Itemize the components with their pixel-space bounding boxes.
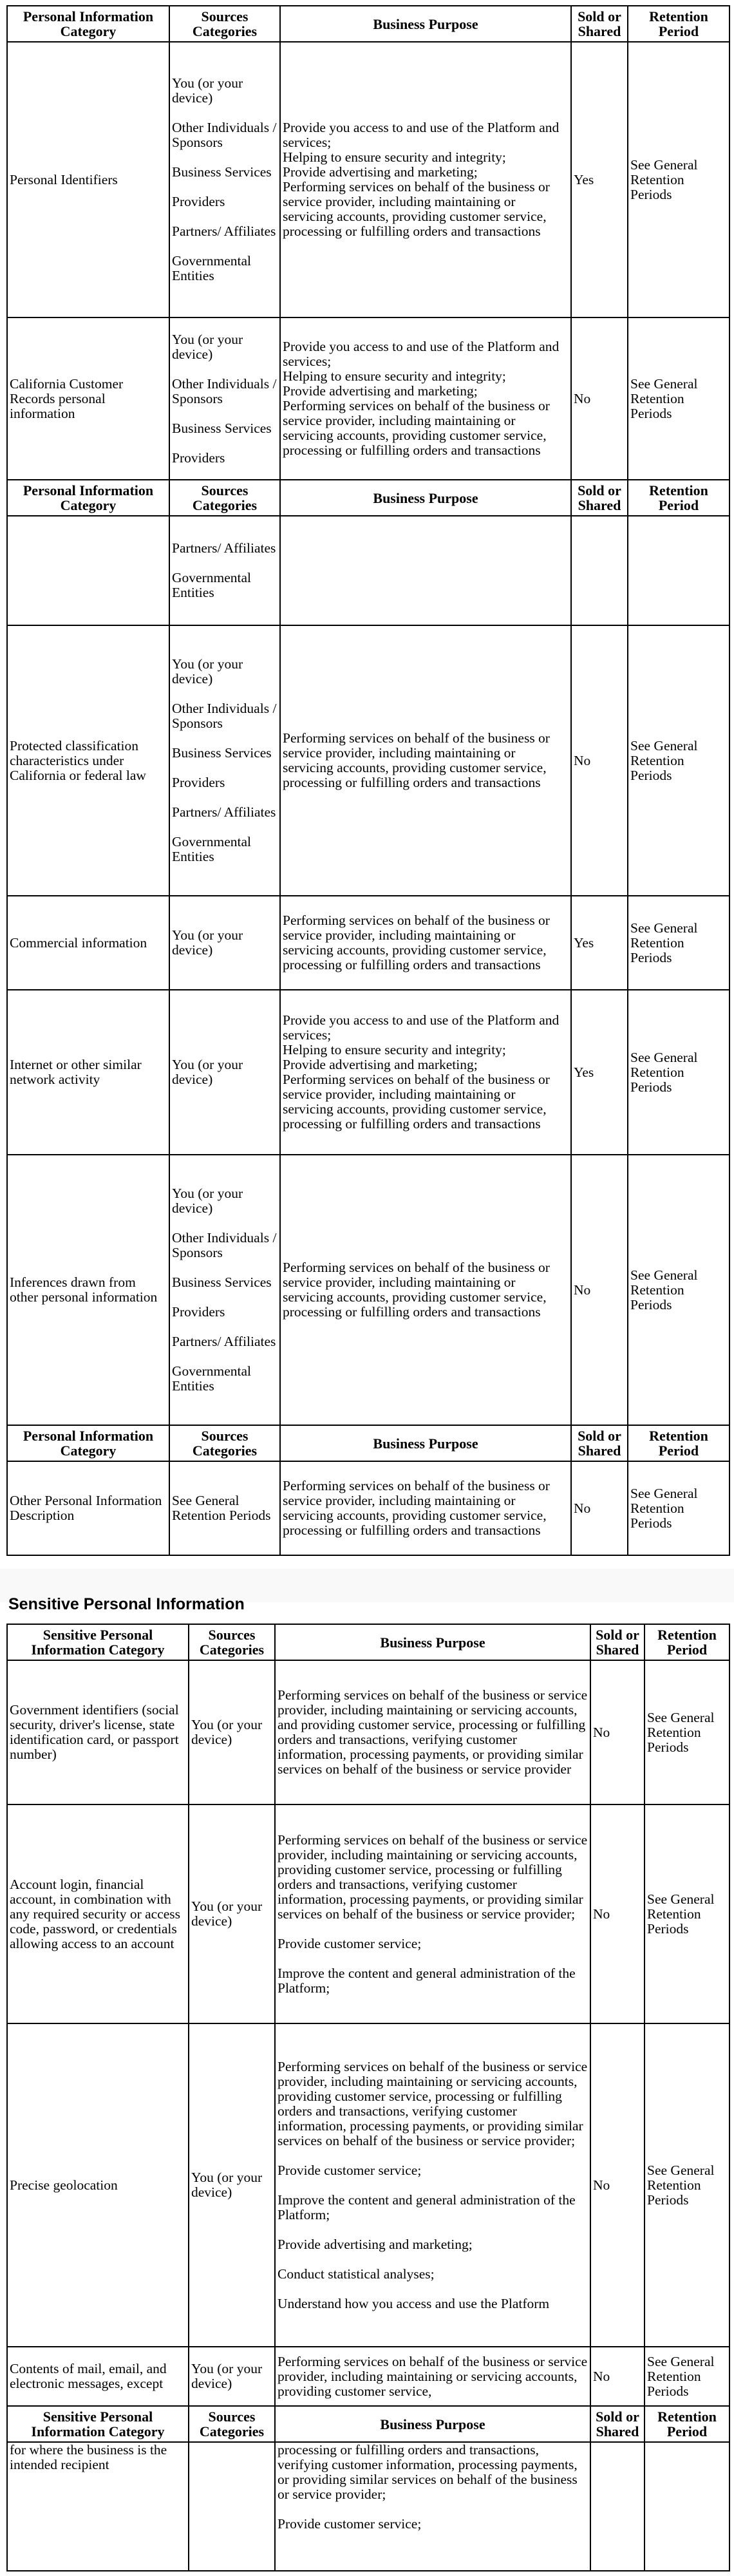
header-retention: Retention Period — [628, 1425, 729, 1461]
sources-cell: You (or your device) — [189, 1804, 275, 2023]
retention-cell: See General Retention Periods — [628, 625, 729, 896]
purpose-cell — [280, 42, 571, 317]
header-category: Sensitive Personal Information Category — [7, 2406, 189, 2442]
purpose-item: Understand how you access and use the Platform — [278, 2295, 550, 2311]
header-category: Personal Information Category — [7, 6, 169, 42]
sold-cell: Yes — [571, 42, 628, 317]
purpose-item: Provide you access to and use of the Platform and services; — [283, 1012, 560, 1043]
retention-cell: See General Retention Periods — [628, 1461, 729, 1555]
source-item: Providers — [172, 775, 225, 790]
sources-cell — [169, 516, 280, 625]
sold-cell: No — [590, 2347, 645, 2406]
table-header-row — [7, 2406, 729, 2442]
table-row — [7, 516, 729, 625]
source-item: Partners/ Affiliates — [172, 540, 276, 556]
sold-cell: No — [590, 2023, 645, 2347]
purpose-item: Performing services on behalf of the business or service provider, including maintaining or servicing accounts, and providing customer service, processing or fulfilling orders and transactions, verifying customer information, processing payments, or providing similar services on behalf of the business or service provider — [278, 1687, 588, 1777]
category-cell: Account login, financial account, in combination with any required security or access code, password, or credentials allowing access to an account — [7, 1804, 189, 2023]
purpose-cell — [280, 625, 571, 896]
header-retention: Retention Period — [628, 6, 729, 42]
header-retention: Retention Period — [645, 2406, 729, 2442]
purpose-item: Performing services on behalf of the business or service provider, including maintaining or servicing accounts, providing customer service, processing or fulfilling orders and transactions — [283, 1260, 550, 1320]
purpose-cell — [275, 1804, 590, 2023]
source-item: Other Individuals / Sponsors — [172, 120, 277, 150]
source-item: You (or your device) — [172, 331, 243, 362]
purpose-cell — [275, 2347, 590, 2406]
retention-cell: See General Retention Periods — [628, 42, 729, 317]
retention-cell: See General Retention Periods — [628, 317, 729, 480]
section-title: Sensitive Personal Information — [8, 1595, 245, 1613]
purpose-item: Provide customer service; — [278, 2162, 422, 2178]
header-purpose: Business Purpose — [280, 480, 571, 516]
sources-cell — [169, 1155, 280, 1425]
purpose-item: Provide advertising and marketing; — [283, 164, 478, 180]
sources-cell — [169, 317, 280, 480]
table-row — [7, 2347, 729, 2406]
sensitive-information-table — [6, 1624, 730, 2571]
sold-cell: No — [571, 625, 628, 896]
source-item: Partners/ Affiliates — [172, 1334, 276, 1349]
purpose-item: Performing services on behalf of the business or service provider, including maintaining or servicing accounts, providing customer service, processing or fulfilling orders and transactions — [283, 730, 550, 790]
retention-cell — [645, 2442, 729, 2571]
table-row — [7, 990, 729, 1155]
purpose-item: Provide advertising and marketing; — [283, 383, 478, 399]
header-sources: Sources Categories — [189, 2406, 275, 2442]
header-sources: Sources Categories — [169, 480, 280, 516]
category-cell: Commercial information — [7, 896, 169, 990]
source-item: Providers — [172, 194, 225, 209]
header-sources: Sources Categories — [189, 1624, 275, 1660]
category-cell: Government identifiers (social security, driver's license, state identification card, or passport number) — [7, 1660, 189, 1804]
purpose-cell — [275, 2023, 590, 2347]
purpose-item: Performing services on behalf of the business or service provider, including maintaining or servicing accounts, providing customer service, — [278, 2353, 588, 2399]
retention-cell: See General Retention Periods — [628, 896, 729, 990]
category-cell: for where the business is the intended recipient — [7, 2442, 189, 2571]
purpose-item: Improve the content and general administration of the Platform; — [278, 1965, 576, 1996]
purpose-cell — [280, 1155, 571, 1425]
table-row — [7, 625, 729, 896]
retention-cell: See General Retention Periods — [645, 1804, 729, 2023]
table-row — [7, 2023, 729, 2347]
retention-cell: See General Retention Periods — [628, 990, 729, 1155]
retention-cell: See General Retention Periods — [628, 1155, 729, 1425]
header-purpose: Business Purpose — [275, 2406, 590, 2442]
table-header-row — [7, 1425, 729, 1461]
purpose-item: Helping to ensure security and integrity; — [283, 1042, 506, 1057]
source-item: Providers — [172, 450, 225, 466]
source-item: Providers — [172, 1304, 225, 1320]
purpose-cell — [280, 1461, 571, 1555]
table-row — [7, 1660, 729, 1804]
category-cell: Internet or other similar network activity — [7, 990, 169, 1155]
purpose-item: Provide you access to and use of the Platform and services; — [283, 120, 560, 150]
purpose-item: Performing services on behalf of the business or service provider, including maintaining or servicing accounts, providing customer service, processing or fulfilling orders and transactions — [283, 179, 550, 239]
source-item: You (or your device) — [172, 656, 243, 687]
table-row — [7, 1461, 729, 1555]
table-header-row — [7, 480, 729, 516]
purpose-item: Provide customer service; — [278, 1935, 422, 1951]
category-cell: Inferences drawn from other personal information — [7, 1155, 169, 1425]
category-cell: Other Personal Information Description — [7, 1461, 169, 1555]
header-sources: Sources Categories — [169, 6, 280, 42]
sources-cell: You (or your device) — [189, 2347, 275, 2406]
purpose-cell — [280, 516, 571, 625]
purpose-item: processing or fulfilling orders and transactions, verifying customer information, processing payments, or providing similar services on behalf of the business or service provider; — [278, 2442, 578, 2502]
purpose-item: Provide you access to and use of the Platform and services; — [283, 339, 560, 369]
source-item: Business Services — [172, 1274, 272, 1290]
table-row — [7, 42, 729, 317]
purpose-item: Helping to ensure security and integrity; — [283, 368, 506, 384]
table-row — [7, 2442, 729, 2571]
sources-cell: You (or your device) — [189, 1660, 275, 1804]
purpose-item: Performing services on behalf of the business or service provider, including maintaining or servicing accounts, providing customer service, processing or fulfilling orders and transactions — [283, 913, 550, 972]
retention-cell: See General Retention Periods — [645, 1660, 729, 1804]
source-item: Partners/ Affiliates — [172, 223, 276, 239]
retention-cell: See General Retention Periods — [645, 2347, 729, 2406]
personal-information-table — [6, 5, 730, 1556]
source-item: Other Individuals / Sponsors — [172, 1230, 277, 1260]
header-sold: Sold or Shared — [571, 480, 628, 516]
source-item: Other Individuals / Sponsors — [172, 375, 277, 406]
source-item: Business Services — [172, 164, 272, 180]
sources-cell: You (or your device) — [169, 990, 280, 1155]
header-sold: Sold or Shared — [590, 1624, 645, 1660]
sources-cell — [169, 42, 280, 317]
purpose-cell — [275, 2442, 590, 2571]
purpose-item: Improve the content and general administration of the Platform; — [278, 2192, 576, 2222]
purpose-item: Helping to ensure security and integrity; — [283, 149, 506, 165]
category-cell: California Customer Records personal information — [7, 317, 169, 480]
sold-cell — [571, 516, 628, 625]
purpose-cell — [280, 990, 571, 1155]
purpose-item: Performing services on behalf of the business or service provider, including maintaining or servicing accounts, providing customer service, processing or fulfilling orders and transactions, verifying customer information, processing payments, or providing similar services on behalf of the business or service provider; — [278, 2058, 588, 2148]
header-sold: Sold or Shared — [571, 6, 628, 42]
source-item: Business Services — [172, 420, 272, 436]
source-item: Governmental Entities — [172, 834, 251, 864]
table-row — [7, 317, 729, 480]
purpose-item: Provide advertising and marketing; — [283, 1057, 478, 1072]
sold-cell: Yes — [571, 990, 628, 1155]
sources-cell — [189, 2442, 275, 2571]
category-cell: Protected classification characteristics under California or federal law — [7, 625, 169, 896]
source-item: Governmental Entities — [172, 253, 251, 283]
header-category: Personal Information Category — [7, 480, 169, 516]
sources-cell: See General Retention Periods — [169, 1461, 280, 1555]
header-sold: Sold or Shared — [571, 1425, 628, 1461]
purpose-cell — [280, 896, 571, 990]
header-sources: Sources Categories — [169, 1425, 280, 1461]
purpose-item: Performing services on behalf of the business or service provider, including maintaining or servicing accounts, providing customer service, processing or fulfilling orders and transactions — [283, 1478, 550, 1538]
retention-cell — [628, 516, 729, 625]
header-retention: Retention Period — [645, 1624, 729, 1660]
header-purpose: Business Purpose — [280, 6, 571, 42]
purpose-cell — [275, 1660, 590, 1804]
source-item: Business Services — [172, 745, 272, 761]
purpose-item: Provide advertising and marketing; — [278, 2236, 473, 2252]
sold-cell: No — [590, 1660, 645, 1804]
purpose-item: Performing services on behalf of the business or service provider, including maintaining or servicing accounts, providing customer service, processing or fulfilling orders and transactions — [283, 1072, 550, 1132]
source-item: Partners/ Affiliates — [172, 804, 276, 820]
sources-cell: You (or your device) — [169, 896, 280, 990]
sources-cell — [169, 625, 280, 896]
sold-cell: Yes — [571, 896, 628, 990]
sold-cell: No — [590, 1804, 645, 2023]
table-row — [7, 1804, 729, 2023]
header-retention: Retention Period — [628, 480, 729, 516]
header-sold: Sold or Shared — [590, 2406, 645, 2442]
purpose-item: Provide customer service; — [278, 2516, 422, 2532]
table-header-row — [7, 1624, 729, 1660]
purpose-item: Performing services on behalf of the business or service provider, including maintaining or servicing accounts, providing customer service, processing or fulfilling orders and transactions — [283, 398, 550, 458]
header-purpose: Business Purpose — [280, 1425, 571, 1461]
source-item: Other Individuals / Sponsors — [172, 701, 277, 731]
category-cell: Contents of mail, email, and electronic messages, except — [7, 2347, 189, 2406]
table-header-row — [7, 6, 729, 42]
category-cell: Precise geolocation — [7, 2023, 189, 2347]
sold-cell: No — [571, 1461, 628, 1555]
source-item: Governmental Entities — [172, 570, 251, 600]
category-cell — [7, 516, 169, 625]
header-category: Sensitive Personal Information Category — [7, 1624, 189, 1660]
source-item: You (or your device) — [172, 1186, 243, 1216]
category-cell: Personal Identifiers — [7, 42, 169, 317]
sold-cell: No — [571, 317, 628, 480]
purpose-item: Performing services on behalf of the business or service provider, including maintaining or servicing accounts, providing customer service, processing or fulfilling orders and transactions, verifying customer information, processing payments, or providing similar services on behalf of the business or service provider; — [278, 1832, 588, 1922]
sold-cell — [590, 2442, 645, 2571]
table-row — [7, 1155, 729, 1425]
source-item: You (or your device) — [172, 75, 243, 106]
source-item: Governmental Entities — [172, 1363, 251, 1394]
table-row — [7, 896, 729, 990]
header-category: Personal Information Category — [7, 1425, 169, 1461]
sold-cell: No — [571, 1155, 628, 1425]
purpose-item: Conduct statistical analyses; — [278, 2266, 435, 2282]
purpose-cell — [280, 317, 571, 480]
sources-cell: You (or your device) — [189, 2023, 275, 2347]
header-purpose: Business Purpose — [275, 1624, 590, 1660]
retention-cell: See General Retention Periods — [645, 2023, 729, 2347]
